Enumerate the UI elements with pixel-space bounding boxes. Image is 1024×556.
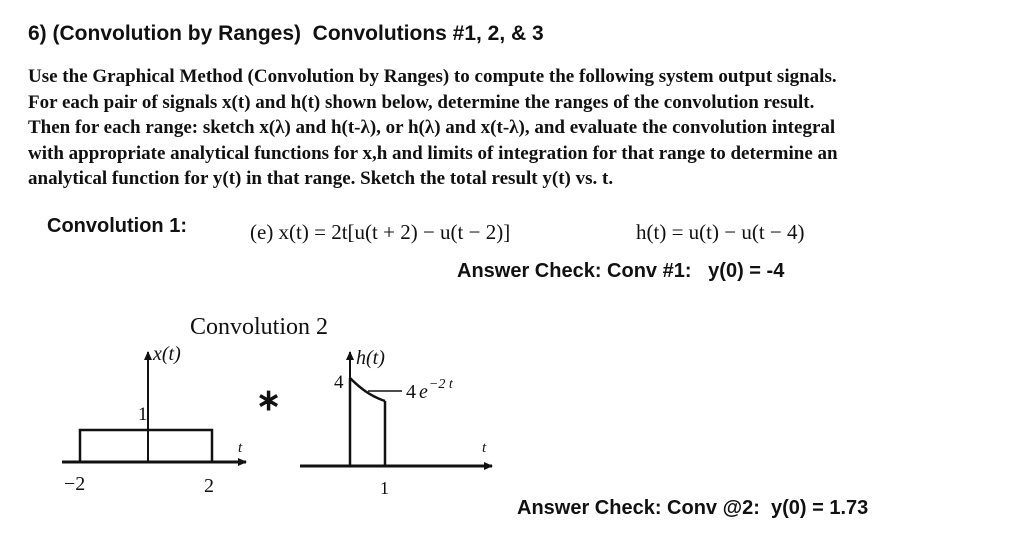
x-rectangular-pulse (80, 430, 212, 462)
h-exponential-decay (350, 378, 385, 401)
h-curve-base: e (419, 381, 428, 403)
instruction-line: For each pair of signals x(t) and h(t) shown below, determine the ranges of the convolution result. (28, 91, 815, 113)
convolution1-x-expression: (e) x(t) = 2t[u(t + 2) − u(t − 2)] (250, 220, 511, 244)
h-t-label: t (482, 440, 487, 456)
h-amplitude-label: 4 (334, 372, 344, 393)
x-axis-label: x(t) (153, 343, 181, 365)
convolution1-answer-check: Answer Check: Conv #1: y(0) = -4 (457, 260, 785, 282)
instruction-line: analytical function for y(t) in that range. Sketch the total result y(t) vs. t. (28, 168, 614, 189)
x-signal-plot (62, 343, 246, 497)
convolution2-title: Convolution 2 (190, 314, 329, 340)
convolution2-answer-check: Answer Check: Conv @2: y(0) = 1.73 (517, 497, 869, 519)
instruction-line: with appropriate analytical functions for x,h and limits of integration for that range to determine an (28, 142, 838, 164)
h-right-tick-label: 1 (380, 478, 389, 498)
h-curve-exponent: −2 t (428, 377, 453, 392)
convolution1-label: Convolution 1: (47, 215, 187, 237)
h-axis-label: h(t) (356, 347, 385, 369)
x-t-label: t (238, 440, 243, 456)
instruction-line: Use the Graphical Method (Convolution by Ranges) to compute the following system output signals. (28, 66, 837, 87)
problem-heading: 6) (Convolution by Ranges) Convolutions #1, 2, & 3 (28, 22, 544, 45)
h-signal-plot (300, 347, 492, 498)
x-left-tick-label: −2 (64, 473, 86, 495)
convolution1-h-expression: h(t) = u(t) − u(t − 4) (636, 220, 805, 244)
convolution-star: ∗ (256, 384, 282, 417)
x-right-tick-label: 2 (204, 475, 214, 497)
h-curve-label (406, 377, 454, 403)
instruction-line: Then for each range: sketch x(λ) and h(t-λ), or h(λ) and x(t-λ), and evaluate the convolution integral (28, 117, 836, 138)
x-amplitude-label: 1 (138, 404, 148, 425)
h-curve-coefficient: 4 (406, 381, 416, 403)
